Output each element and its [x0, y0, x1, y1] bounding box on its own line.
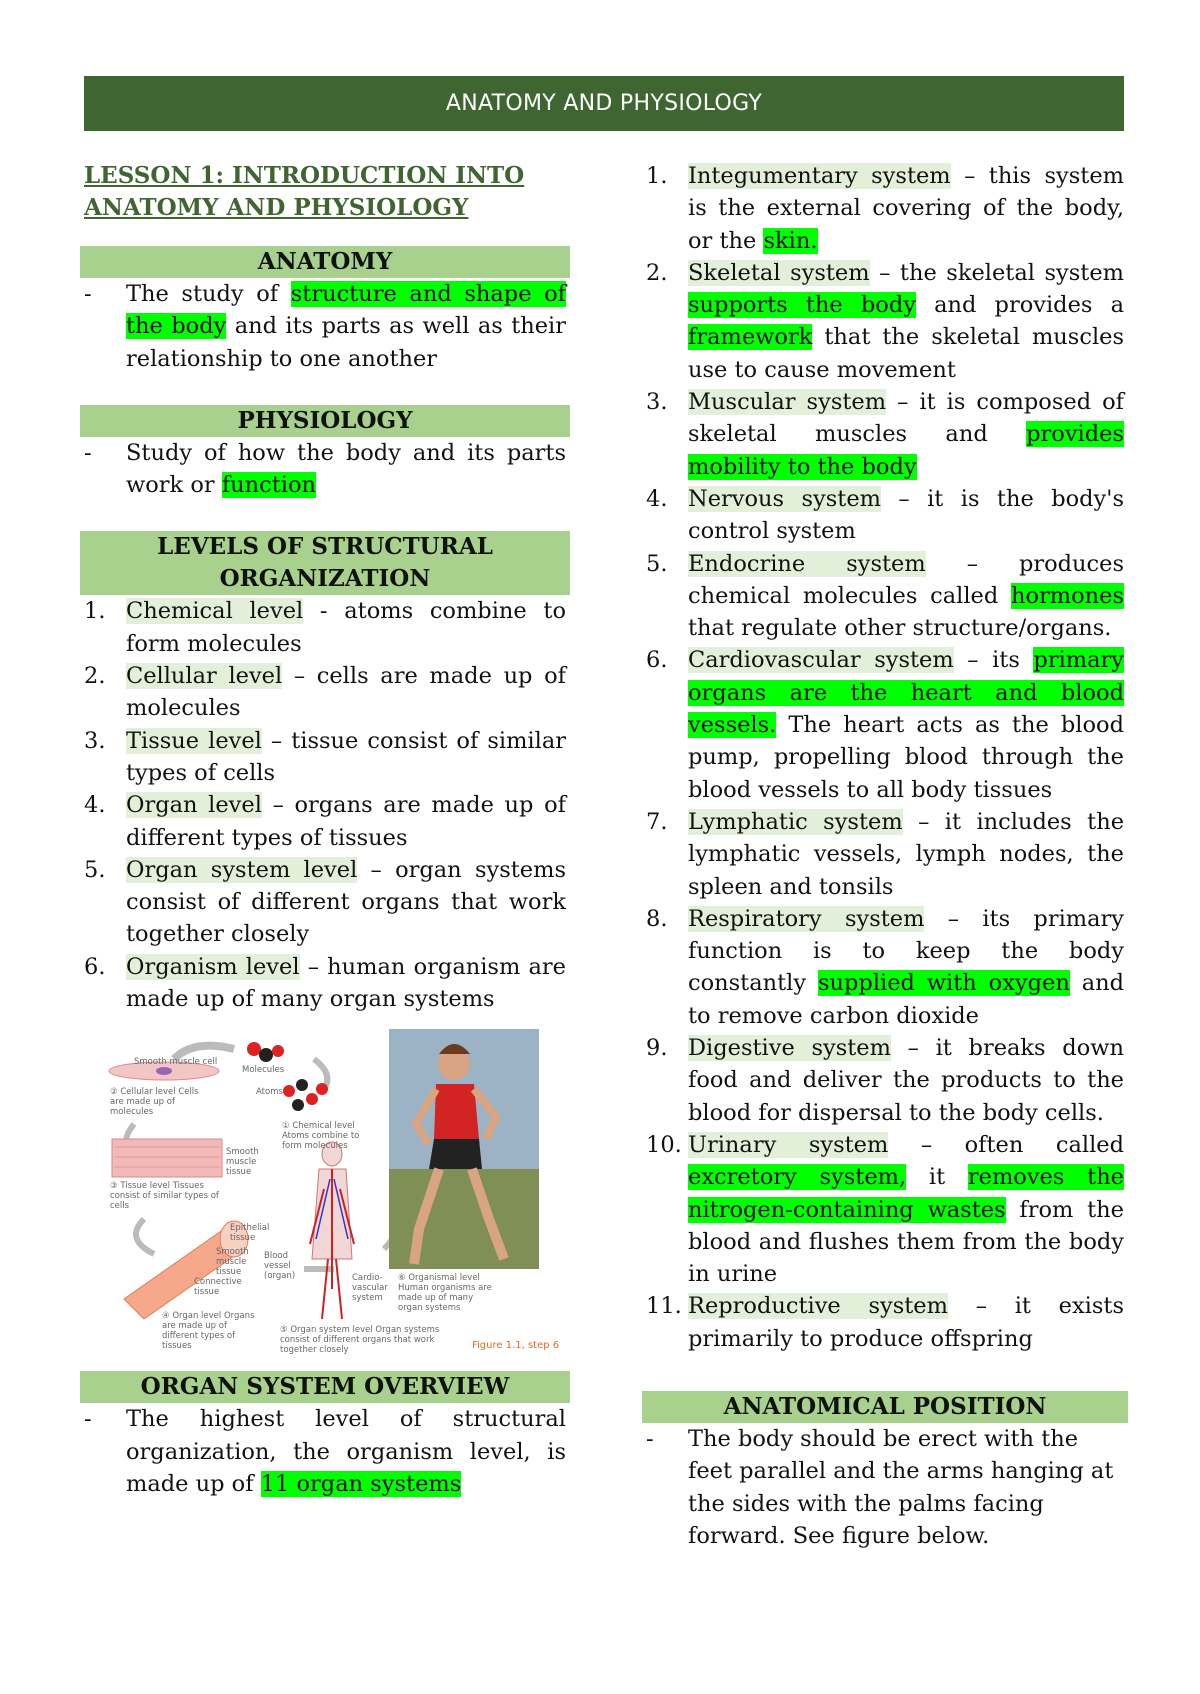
arrow-icon [136, 1219, 154, 1254]
highlight: function [221, 472, 316, 499]
bullet: - [84, 281, 92, 307]
list-item: 2. Cellular level – cells are made up of molecules [84, 663, 566, 722]
anatomical-position-heading: ANATOMICAL POSITION [642, 1391, 1128, 1423]
figure-label: ③ Tissue level Tissues consist of similar types of cells [110, 1181, 219, 1212]
list-item: 3. Tissue level – tissue consist of similar types of cells [84, 727, 566, 786]
bullet: - [646, 1425, 654, 1452]
list-item: 1. Chemical level - atoms combine to form molecules [84, 598, 567, 657]
list-item: 2. Skeletal system – the skeletal system supports the body and provides a framework that the skeletal muscles use to cause movement [646, 259, 1124, 383]
organ-system-overview-heading: ORGAN SYSTEM OVERVIEW [80, 1371, 570, 1403]
figure-label: Blood vessel (organ) [264, 1251, 296, 1282]
list-item: 9. Digestive system – it breaks down food and deliver the products to the blood for dispersal to the body cells. [646, 1035, 1124, 1126]
figure-label: Epithelial tissue [230, 1223, 270, 1244]
document-title: ANATOMY AND PHYSIOLOGY [445, 91, 763, 116]
list-item: 10. Urinary system – often called excretory system, it removes the nitrogen-containing wastes from the blood and flushes them from the body in urine [646, 1131, 1124, 1288]
list-item: 4. Nervous system – it is the body's control system [646, 485, 1124, 545]
list-item: 6. Organism level – human organism are made up of many organ systems [84, 953, 566, 1013]
anatomy-definition: - The study of structure and shape of the body and its parts as well as their relationship to one another [84, 278, 566, 375]
list-item: 11. Reproductive system – it exists primarily to produce offspring [646, 1293, 1125, 1352]
figure-label: Smooth muscle tissue [226, 1147, 259, 1178]
list-item: 5. Endocrine system – produces chemical molecules called hormones that regulate other structure/organs. [646, 550, 1125, 642]
physiology-heading: PHYSIOLOGY [80, 405, 570, 437]
figure-label: ① Chemical level Atoms combine to form molecules [282, 1121, 360, 1152]
overview-definition: - The highest level of structural organization, the organism level, is made up of 11 organ systems [84, 1403, 566, 1500]
figure-caption: Figure 1.1, step 6 [472, 1340, 560, 1352]
figure-label: ⑥ Organismal level Human organisms are made up of many organ systems [398, 1273, 492, 1314]
list-item: 3. Muscular system – it is composed of skeletal muscles and provides mobility to the body [646, 389, 1124, 480]
document-header [84, 76, 1124, 131]
smooth-muscle-tissue-icon [112, 1139, 222, 1177]
list-item: 6. Cardiovascular system – its primary organs are the heart and blood vessels. The heart acts as the blood pump, propelling blood through the blood vessels to all body tissues [646, 647, 1124, 803]
list-item: 8. Respiratory system – its primary function is to keep the body constantly supplied with oxygen and to remove carbon dioxide [646, 905, 1125, 1029]
list-item: 1. Integumentary system – this system is the external covering of the body, or the skin. [646, 163, 1124, 254]
right-column [646, 160, 1124, 1552]
organ-systems-list [646, 160, 1124, 1355]
levels-list [84, 595, 566, 1015]
left-column [84, 160, 566, 1500]
list-item: 7. Lymphatic system – it includes the lymphatic vessels, lymph nodes, the spleen and tonsils [646, 808, 1125, 900]
highlight: structure and shape of the body [126, 281, 566, 340]
list-item: 5. Organ system level – organ systems consist of different organs that work together closely [84, 856, 566, 948]
figure-label: ④ Organ level Organs are made up of different types of tissues [162, 1311, 255, 1352]
figure-label: Smooth muscle cell [134, 1057, 218, 1068]
figure-label: Connective tissue [194, 1277, 242, 1298]
lesson-title: LESSON 1: INTRODUCTION INTO ANATOMY AND PHYSIOLOGY [84, 162, 525, 221]
figure-label: Molecules [242, 1065, 285, 1076]
bullet: - [84, 439, 92, 466]
list-item: 4. Organ level – organs are made up of different types of tissues [84, 792, 566, 851]
highlight: 11 organ systems [260, 1470, 462, 1497]
figure-label: ② Cellular level Cells are made up of molecules [110, 1087, 199, 1118]
figure-label: Atoms [256, 1087, 283, 1098]
figure-label: Cardio- vascular system [352, 1273, 388, 1304]
anatomical-position-definition: - The body should be erect with the feet parallel and the arms hanging at the sides with the palms facing forward. See figure below. [646, 1423, 1124, 1552]
levels-of-organization-figure [84, 1029, 566, 1359]
levels-heading: LEVELS OF STRUCTURAL ORGANIZATION [80, 531, 570, 595]
physiology-definition: - Study of how the body and its parts work or function [84, 437, 566, 502]
anatomy-heading: ANATOMY [80, 246, 570, 278]
figure-label: Smooth muscle tissue [216, 1247, 249, 1278]
bullet: - [84, 1406, 92, 1433]
figure-label: ⑤ Organ system level Organ systems consist of different organs that work together closely [280, 1325, 440, 1356]
